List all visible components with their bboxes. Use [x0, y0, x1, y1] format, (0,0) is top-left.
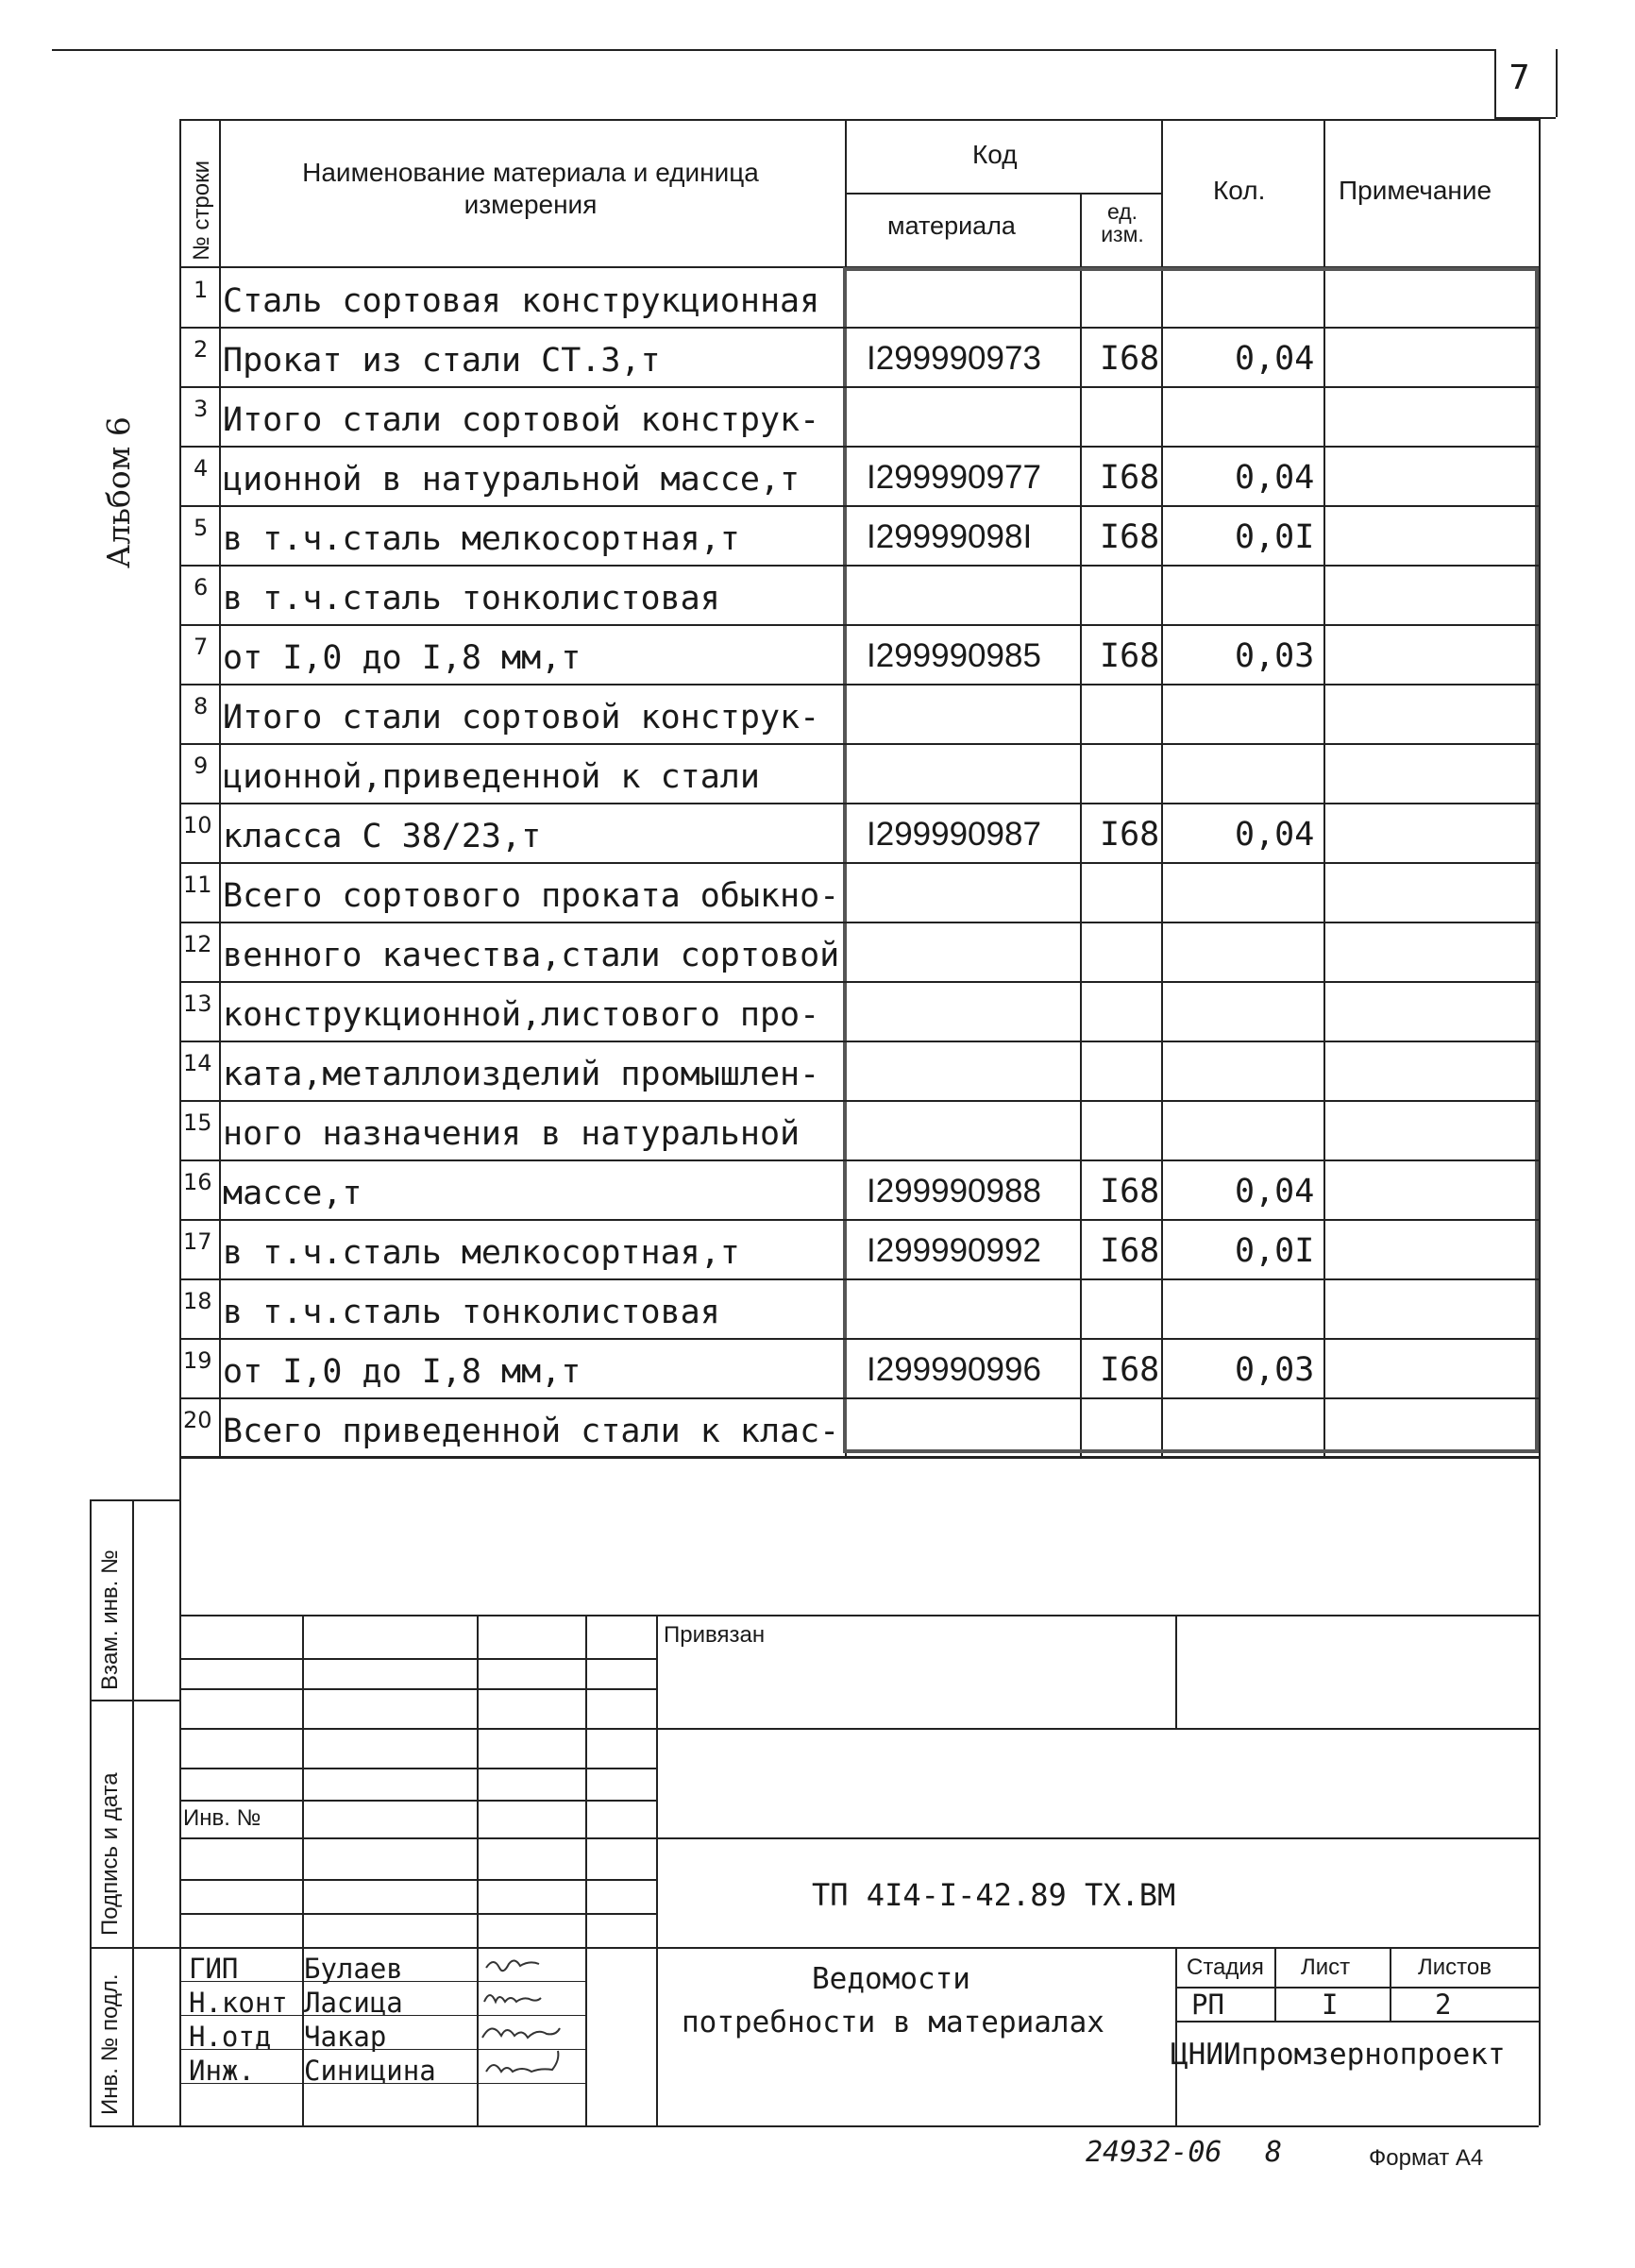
- tb-row-4: [179, 1728, 1539, 1730]
- top-rule: [52, 49, 1496, 51]
- sheets-value: 2: [1435, 1989, 1452, 2021]
- row-rule: [179, 386, 1539, 388]
- row-number: 1: [194, 277, 209, 303]
- stamp-bottom: [90, 2125, 179, 2127]
- material-name: в т.ч.сталь мелкосортная,т: [223, 520, 740, 558]
- material-code: I299990985: [867, 637, 1041, 674]
- material-name: Прокат из стали СТ.3,т: [223, 342, 661, 380]
- material-name: Итого стали сортовой конструк-: [223, 401, 820, 439]
- role-4: Инж.: [189, 2055, 255, 2087]
- side-replace-inv: Взам. инв. №: [97, 1549, 123, 1690]
- handwritten-number: 24932-06: [1086, 2136, 1222, 2169]
- quantity: 0,03: [1235, 1351, 1315, 1389]
- material-name: массе,т: [223, 1175, 362, 1212]
- row-rule: [179, 1219, 1539, 1221]
- quantity: 0,04: [1235, 1173, 1315, 1210]
- row-number: 7: [194, 634, 209, 660]
- tb-col-stage: [1175, 1947, 1177, 2125]
- quantity: 0,04: [1235, 340, 1315, 378]
- signatures-image: [477, 1947, 599, 2089]
- header-code-unit: ед. изм.: [1101, 199, 1144, 246]
- row-number: 9: [194, 753, 209, 779]
- page-number: 7: [1509, 59, 1530, 97]
- row-rule: [179, 1159, 1539, 1161]
- page-number-box-right: [1556, 49, 1558, 117]
- row-number: 3: [194, 396, 209, 422]
- col-line-rownum: [219, 119, 221, 1458]
- side-inv-orig: Инв. № подл.: [97, 1973, 123, 2115]
- row-number: 12: [183, 931, 212, 957]
- material-name: класса С 38/23,т: [223, 818, 542, 855]
- header-qty: Кол.: [1213, 176, 1266, 205]
- doc-code: ТП 4I4-I-42.89 ТХ.ВМ: [812, 1877, 1176, 1913]
- tb-row-7: [179, 1837, 1539, 1839]
- material-name: ного назначения в натуральной: [223, 1115, 801, 1153]
- frame-top: [179, 119, 1539, 121]
- row-rule: [179, 1100, 1539, 1102]
- format-label: Формат А4: [1369, 2145, 1484, 2171]
- material-name: в т.ч.сталь мелкосортная,т: [223, 1234, 740, 1272]
- quantity: 0,03: [1235, 637, 1315, 675]
- row-number: 15: [183, 1109, 212, 1136]
- quantity: 0,04: [1235, 459, 1315, 497]
- row-number: 6: [194, 574, 209, 601]
- handwritten-page: 8: [1265, 2136, 1283, 2169]
- material-code: I299990987: [867, 816, 1041, 853]
- header-note: Примечание: [1339, 176, 1492, 205]
- row-rule: [179, 327, 1539, 329]
- privyazan-label: Привязан: [664, 1622, 766, 1648]
- stamp-sep-2: [90, 1947, 179, 1949]
- unit-code: I68: [1100, 1173, 1160, 1210]
- frame-left: [179, 119, 181, 2125]
- row-rule: [179, 684, 1539, 685]
- stamp-sep-1: [90, 1700, 179, 1701]
- sheets-label: Листов: [1418, 1955, 1492, 1980]
- row-number: 13: [183, 990, 212, 1017]
- tb-col-sheet: [1274, 1947, 1276, 2021]
- name-2: Ласица: [304, 1987, 403, 2019]
- unit-code: I68: [1100, 637, 1160, 675]
- organization: ЦНИИпромзернопроект: [1171, 2038, 1506, 2072]
- material-code: I299990973: [867, 340, 1041, 377]
- row-number: 16: [183, 1169, 212, 1195]
- material-name: Сталь сортовая конструкционная: [223, 282, 820, 320]
- tb-stage-rule: [1175, 1987, 1539, 1989]
- material-name: от I,0 до I,8 мм,т: [223, 1353, 582, 1391]
- frame-right: [1539, 119, 1541, 2125]
- material-code: I29999098I: [867, 518, 1033, 555]
- header-code-material: материала: [887, 212, 1016, 240]
- quantity: 0,0I: [1235, 1232, 1315, 1270]
- tb-bottom: [179, 2125, 1539, 2127]
- unit-code: I68: [1100, 459, 1160, 497]
- row-number: 4: [194, 455, 209, 482]
- stamp-col-left: [90, 1499, 92, 2125]
- header-code: Код: [972, 140, 1018, 169]
- name-1: Булаев: [304, 1953, 403, 1985]
- stage-value: РП: [1191, 1989, 1224, 2021]
- header-name: Наименование материала и единица измерения: [302, 158, 759, 219]
- material-name: Итого стали сортовой конструк-: [223, 699, 820, 736]
- doc-title-line1: Ведомости: [812, 1962, 970, 1996]
- row-number: 17: [183, 1228, 212, 1255]
- material-code: I299990988: [867, 1173, 1041, 1210]
- material-name: в т.ч.сталь тонколистовая: [223, 580, 720, 618]
- row-number: 11: [183, 872, 212, 898]
- unit-code: I68: [1100, 816, 1160, 854]
- row-rule: [179, 862, 1539, 864]
- tb-top: [179, 1615, 1539, 1616]
- material-code: I299990977: [867, 459, 1041, 496]
- tb-col-sheets: [1390, 1947, 1391, 2021]
- inv-no-label: Инв. №: [183, 1805, 261, 1831]
- code-subheader-rule: [845, 193, 1161, 195]
- row-rule: [179, 446, 1539, 448]
- side-signature-date: Подпись и дата: [97, 1772, 123, 1936]
- material-name: ката,металлоизделий промышлен-: [223, 1056, 820, 1093]
- material-name: Всего сортового проката обыкно-: [223, 877, 840, 915]
- material-name: ционной,приведенной к стали: [223, 758, 760, 796]
- name-4: Синицина: [304, 2055, 436, 2087]
- material-name: ционной в натуральной массе,т: [223, 461, 801, 499]
- unit-code: I68: [1100, 1232, 1160, 1270]
- row-number: 14: [183, 1050, 212, 1076]
- role-3: Н.отд: [189, 2021, 272, 2053]
- unit-code: I68: [1100, 340, 1160, 378]
- tb-row-10: [179, 1947, 1539, 1949]
- name-3: Чакар: [304, 2021, 387, 2053]
- tb-stage-rule-2: [1175, 2021, 1539, 2023]
- row-number: 8: [194, 693, 209, 719]
- unit-code: I68: [1100, 518, 1160, 556]
- row-number: 10: [183, 812, 212, 838]
- row-rule: [179, 1041, 1539, 1042]
- page-number-box-left: [1494, 49, 1496, 117]
- row-rule: [179, 922, 1539, 923]
- sheet-value: I: [1322, 1989, 1339, 2021]
- material-name: от I,0 до I,8 мм,т: [223, 639, 582, 677]
- material-code: I299990996: [867, 1351, 1041, 1388]
- unit-code: I68: [1100, 1351, 1160, 1389]
- row-rule: [179, 1338, 1539, 1340]
- material-name: Всего приведенной стали к клас-: [223, 1413, 840, 1450]
- row-number: 20: [183, 1407, 212, 1433]
- row-rule: [179, 743, 1539, 745]
- row-rule: [179, 803, 1539, 804]
- role-2: Н.конт: [189, 1987, 288, 2019]
- stamp-top: [90, 1499, 179, 1501]
- quantity: 0,04: [1235, 816, 1315, 854]
- row-number: 19: [183, 1347, 212, 1374]
- row-number: 2: [194, 336, 209, 363]
- material-code: I299990992: [867, 1232, 1041, 1269]
- table-bottom-rule: [179, 1456, 1539, 1458]
- tb-col-privyazan: [1175, 1615, 1177, 1728]
- album-label: Альбом 6: [100, 416, 137, 568]
- tb-col-4: [656, 1615, 658, 2125]
- stage-label: Стадия: [1187, 1955, 1264, 1980]
- material-name: конструкционной,листового про-: [223, 996, 820, 1034]
- row-rule: [179, 1278, 1539, 1280]
- doc-title-line2: потребности в материалах: [682, 2006, 1104, 2040]
- row-rule: [179, 1397, 1539, 1399]
- row-number: 5: [194, 515, 209, 541]
- row-rule: [179, 565, 1539, 567]
- material-name: венного качества,стали сортовой: [223, 937, 840, 974]
- row-rule: [179, 505, 1539, 507]
- row-number: 18: [183, 1288, 212, 1314]
- role-1: ГИП: [189, 1953, 239, 1985]
- row-rule: [179, 981, 1539, 983]
- material-name: в т.ч.сталь тонколистовая: [223, 1294, 720, 1331]
- quantity: 0,0I: [1235, 518, 1315, 556]
- sheet-label: Лист: [1301, 1955, 1351, 1980]
- stamp-col-mid: [132, 1499, 134, 2125]
- row-rule: [179, 624, 1539, 626]
- header-row-no: № строки: [189, 160, 214, 261]
